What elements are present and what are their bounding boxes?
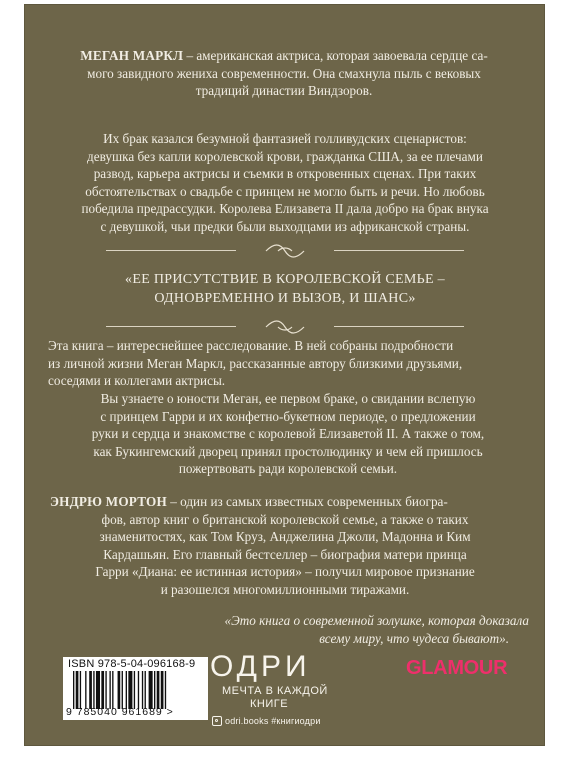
divider-top-right	[334, 250, 464, 251]
pull-quote-line-2: ОДНОВРЕМЕННО И ВЫЗОВ, И ШАНС»	[154, 291, 416, 306]
pull-quote-line-1: «ЕЕ ПРИСУТСТВИЕ В КОРОЛЕВСКОЙ СЕМЬЕ –	[125, 272, 445, 287]
intro-line-1: МЕГАН МАРКЛ – американская актриса, которая завоевала сердце са-	[80, 48, 488, 63]
text-line: Вы узнаете о юности Меган, ее первом браке, о свидании вслепую	[100, 391, 476, 406]
publisher-logo: ОДРИ	[210, 650, 311, 683]
publisher-tagline-2: КНИГЕ	[250, 698, 289, 710]
publisher-social	[212, 716, 321, 726]
text-line: победила предрассудки. Королева Елизавета II дала добро на брак внука	[81, 201, 489, 217]
text-line: с девушкой, чьи предки были выходцами из африканской страны.	[100, 218, 470, 234]
review-quote	[174, 612, 529, 647]
book-back-cover	[24, 4, 545, 746]
text-line: и разошелся многомиллионными тиражами.	[160, 581, 410, 597]
text-line: обстоятельствах о свадьбе с принцем не могло быть и речи. Но любовь	[85, 183, 485, 199]
review-line-1: «Это книга о современной золушке, которая доказала	[224, 613, 529, 628]
text-line: Их брак казался безумной фантазией голливудских сценаристов:	[103, 131, 467, 146]
text-line: фов, автор книг о британской королевской семье, а также о таких	[101, 511, 469, 527]
divider-bottom-left	[106, 326, 236, 327]
text-line: соседями и коллегами актрисы.	[48, 373, 226, 389]
publisher-social-handle: odri.books #книгиодри	[225, 716, 321, 726]
review-line-2: всему миру, что чудеса бывают».	[319, 630, 509, 646]
author-name: ЭНДРЮ МОРТОН	[50, 494, 167, 509]
divider-bottom-right	[334, 326, 464, 327]
text-line: девушка без капли королевской крови, гражданка США, за ее плечами	[87, 148, 483, 164]
book-description-paragraph	[48, 337, 528, 390]
heroine-name: МЕГАН МАРКЛ	[80, 48, 184, 63]
flourish-ornament-top	[264, 242, 306, 260]
publisher-tagline-1: МЕЧТА В КАЖДОЙ	[222, 685, 328, 697]
text-line: Эта книга – интереснейшее расследование. В ней собраны подробности	[48, 338, 454, 353]
intro-paragraph	[44, 47, 524, 100]
text-line: с принцем Гарри и их конфетно-букетном периоде, о предложении	[100, 408, 476, 424]
text-line: Кардашьян. Его главный бестселлер – биография матери принца	[103, 546, 467, 562]
text-line: развод, карьера актрисы и съемки в откровенных сценах. При таких	[93, 166, 477, 182]
instagram-icon	[212, 716, 222, 726]
intro-line-3: традиций династии Виндзоров.	[195, 83, 373, 99]
text-line: как Букингемский дворец принял простолюдинку и чем ей пришлось	[93, 443, 483, 459]
text-line: знаменитостях, как Том Круз, Анджелина Джоли, Мадонна и Ким	[99, 529, 471, 545]
barcode-digits: 9 785040 961689 >	[66, 706, 174, 718]
pull-quote	[40, 270, 530, 308]
text-line: пожертвовать ради королевской семьи.	[178, 461, 398, 477]
text-line: руки и сердца и знакомстве с королевой Елизаветой II. А также о том,	[91, 426, 485, 442]
barcode-bars	[73, 671, 201, 709]
isbn-barcode	[63, 657, 208, 720]
intro-line-2: мого завидного жениха современности. Она смахнула пыль с вековых	[87, 65, 481, 81]
glamour-logo: GLAMOUR	[406, 657, 508, 679]
author-line-1: ЭНДРЮ МОРТОН – один из самых известных современных биогра-	[50, 494, 448, 509]
marriage-paragraph	[40, 130, 530, 236]
text-line: Гарри «Диана: ее истинная история» – получил мировое признание	[95, 564, 475, 580]
book-contents-paragraph	[46, 390, 530, 478]
text-line: из личной жизни Меган Маркл, рассказанные автору близкими друзьями,	[48, 355, 463, 371]
author-paragraph	[40, 493, 530, 599]
divider-top-left	[106, 250, 236, 251]
isbn-label: ISBN 978-5-04-096168-9	[68, 658, 196, 670]
flourish-ornament-bottom	[264, 318, 306, 336]
